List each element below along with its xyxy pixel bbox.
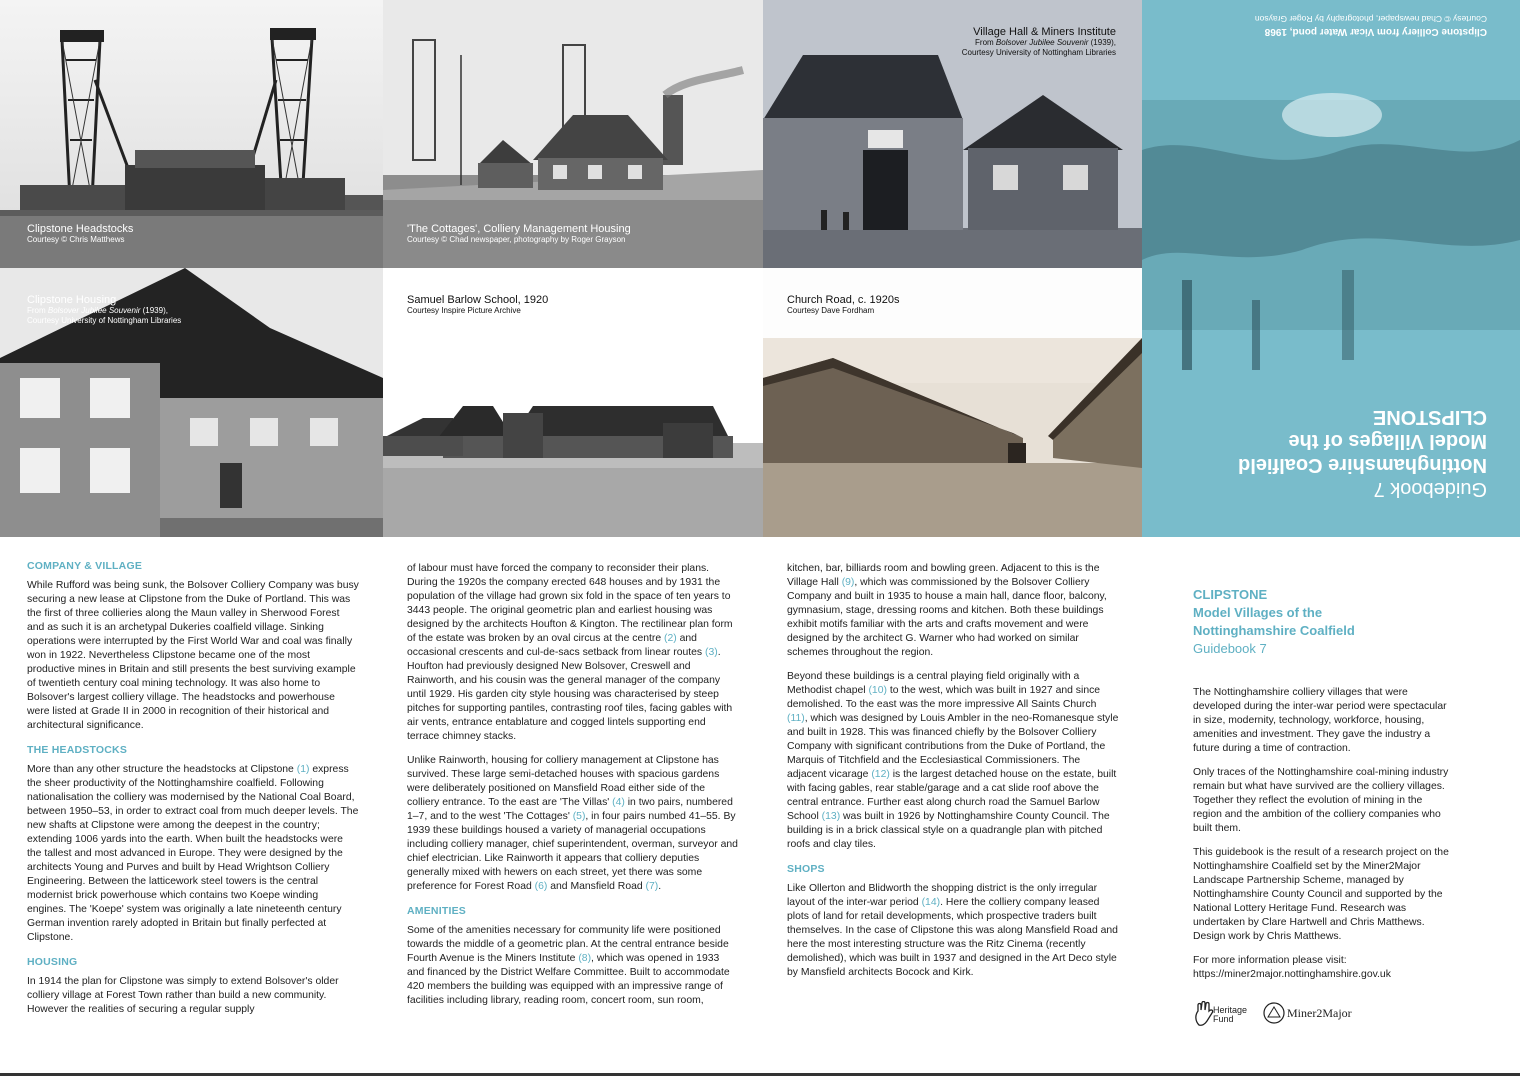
para-intro-1: The Nottinghamshire colliery villages that were developed during the inter-war period were spectacular in size, modernity, technology, workforce, housing, amenities and investment. They gave the industry a future during a time of contraction.	[1193, 687, 1447, 754]
photo-housing-title: Clipstone Housing	[27, 294, 117, 306]
para-headstocks: More than any other structure the headstocks at Clipstone (1) express the sheer productivity of the Nottinghamshire coalfield. Following nationalisation the colliery was modernised by the National Coal Board, between 1950–53, in order to extract coal from much deeper levels. The new shafts at Clipstone were among the deepest in the country; extending 1006 yards into the earth. When built the headstocks were the tallest and most advanced in Europe. They were designed by the architects Young and Purves and built by Head Wrightson Colliery Engineering. Between the latticework steel towers is the central modernist brick powerhouse which contains two Koepe winding engines. The 'Koepe' system was originally a late nineteenth century German invention rarely adopted in Britain but finally perfected at Clipstone.	[27, 764, 359, 943]
photo-housing	[0, 268, 383, 537]
para-housing: In 1914 the plan for Clipstone was simply to extend Bolsover's older colliery village at Forest Town rather than build a new community. However the realities of securing a regular supply	[27, 976, 339, 1015]
heritage-fund-hand-icon	[1193, 1001, 1215, 1027]
heading-headstocks: THE HEADSTOCKS	[27, 744, 128, 756]
photo-village-hall	[763, 0, 1142, 268]
column-4	[1193, 686, 1449, 982]
photo-church-road-title: Church Road, c. 1920s	[787, 294, 900, 306]
photo-school-credit: Courtesy Inspire Picture Archive	[407, 306, 521, 315]
website-link[interactable]: https://miner2major.nottinghamshire.gov.uk	[1193, 969, 1391, 980]
photo-cottages-title: 'The Cottages', Colliery Management Housing	[407, 223, 631, 235]
heading-housing: HOUSING	[27, 956, 78, 968]
miner2major-emblem-icon	[1263, 1002, 1285, 1024]
photo-church-road	[763, 268, 1142, 537]
heading-shops: SHOPS	[787, 863, 825, 875]
para-intro-2: Only traces of the Nottinghamshire coal-mining industry remain but what have survived are the colliery villages. Together they reflect the evolution of mining in the region and the ambition of the colliery companies who built them.	[1193, 767, 1449, 834]
cover-subtitle-1: Model Villages of the	[1288, 430, 1487, 452]
para-shops: Like Ollerton and Blidworth the shopping district is the only irregular layout of the inter-war period (14). Here the colliery company leased plots of land for retail developments, which prospective traders built themselves. In the case of Clipstone this was along Mansfield Road and here the most interesting structure was the Ritz Cinema (recently demolished), which was built in 1937 and designed in the Art Deco style by Mansfield architects Bocock and Kirk.	[787, 883, 1118, 978]
column-2	[407, 562, 739, 1018]
photo-housing-credit: From Bolsover Jubilee Souvenir (1939),	[27, 306, 168, 315]
para-playing-field: Beyond these buildings is a central playing field originally with a Methodist chapel (10) to the west, which was built in 1927 and since demolished. To the east was the more impressive All Saints Church (11), which was designed by Louis Ambler in the neo-Romanesque style and built in 1928. This was financed chiefly by the Bolsover Colliery Company with significant contributions from the Duke of Portland, the Marquis of Titchfield and the Ecclesiastical Commissioners. The adjacent vicarage (12) is the largest detached house on the estate, built with facing gables, rear stable/garage and a cat slide roof above the central entrance. Further east along church road the Samuel Barlow School (13) was built in 1926 by Nottinghamshire County Council. The building is in a brick classical style on a quadrangle plan with pitched roofs and clay tiles.	[787, 671, 1119, 850]
back-title: CLIPSTONE	[1193, 587, 1268, 602]
photo-church-road-credit: Courtesy Dave Fordham	[787, 306, 875, 315]
cover-caption-credit: Courtesy © Chad newspaper, photography by Roger Grayson	[1254, 14, 1487, 24]
cover-subtitle-2: Nottinghamshire Coalfield	[1238, 454, 1487, 476]
photo-school	[383, 268, 763, 537]
para-intro-3: This guidebook is the result of a research project on the Nottinghamshire Coalfield set by the Miner2Major Landscape Partnership Scheme, managed by Nottinghamshire County Council and supported by the National Lottery Heritage Fund. Research was undertaken by Clare Hartwell and Chris Matthews. Design work by Chris Matthews.	[1193, 847, 1449, 942]
heading-company-village: COMPANY & VILLAGE	[27, 560, 143, 572]
para-amenities: Some of the amenities necessary for community life were positioned towards the middle of a geometric plan. At the central entrance beside Fourth Avenue is the Miners Institute (8), which was opened in 1933 and financed by the District Welfare Committee. Built to accommodate 420 members the building was equipped with an impressive range of facilities including library, reading room, concert room, sun room,	[407, 925, 730, 1006]
para-company-village: While Rufford was being sunk, the Bolsover Colliery Company was busy securing a new lease at Clipstone from the Duke of Portland. This was the first of three collieries along the Maun valley in Sherwood Forest and as such it is an archetypal Dukeries coalfield village. Sinking operations were interrupted by the First World War and coal was finally won in 1922. Nevertheless Clipstone became one of the most productive mines in Britain and still presents the best surviving example of twentieth century coal mining technology. It was also home to Bolsover's largest colliery village. The headstocks and powerhouse were listed at Grade II in 2000 in recognition of their historical and architectural significance.	[27, 580, 359, 731]
photo-headstocks-credit: Courtesy © Chris Matthews	[27, 235, 125, 244]
photo-cottages	[383, 0, 763, 268]
photo-village-hall-credit: From Bolsover Jubilee Souvenir (1939),	[975, 38, 1116, 47]
photo-cottages-credit: Courtesy © Chad newspaper, photography by Roger Grayson	[407, 235, 626, 244]
back-subtitle-1: Model Villages of the	[1193, 605, 1323, 620]
back-title-block	[1193, 586, 1433, 658]
cover-caption-title: Clipstone Colliery from Vicar Water pond, 1968	[1264, 26, 1487, 37]
cover-panel	[1142, 0, 1520, 537]
photo-housing-credit2: Courtesy University of Nottingham Libraries	[27, 316, 182, 325]
heading-amenities: AMENITIES	[407, 905, 466, 917]
logo-heritage-fund: Heritage Fund	[1193, 1001, 1253, 1029]
para-village-hall: kitchen, bar, billiards room and bowling green. Adjacent to this is the Village Hall (9), which was commissioned by the Bolsover Colliery Company and built in 1935 to house a main hall, dance floor, balcony, gymnasium, stage, dressing rooms and kitchen. Both these buildings exhibit motifs familiar with the arts and crafts movement and were designed by the architect G. Warner who had worked on similar schemes throughout the region.	[787, 563, 1107, 658]
para-more-info: For more information please visit: https://miner2major.nottinghamshire.gov.uk	[1193, 955, 1391, 980]
cover-guidebook: Guidebook 7	[1373, 478, 1487, 500]
photo-headstocks-title: Clipstone Headstocks	[27, 223, 134, 235]
para-housing-cont: of labour must have forced the company to reconsider their plans. During the 1920s the company erected 648 houses and by 1931 the population of the village had grown six fold in the space of ten years to 3443 people. The original geometric plan and earliest housing was designed by the architects Houfton & Kington. The rectilinear plan form of the estate was broken by an oval circus at the centre (2) and occasional crescents and cul-de-sacs setback from linear routes (3). Houfton had previously designed New Bolsover, Creswell and Rainworth, and his cousin was the general manager of the company until 1929. His garden city style housing was characterised by steep pitches for supporting pantiles, contrasting roof tiles, facing gables with air vents, entrance entablature and cogged lintels supporting end terrace chimney stacks.	[407, 563, 733, 742]
photo-village-hall-credit2: Courtesy University of Nottingham Libraries	[961, 48, 1116, 57]
column-3	[787, 562, 1119, 990]
para-management-housing: Unlike Rainworth, housing for colliery management at Clipstone has survived. These large semi-detached houses with spacious gardens were deliberately positioned on Mansfield Road either side of the colliery entrance. To the east are 'The Villas' (4) in two pairs, numbered 1–7, and to the west 'The Cottages' (5), in four pairs numbed 41–55. By 1939 these buildings housed a variety of managerial occupations including colliery manager, chief superintendent, overman, surveyor and chief electrician. Like Rainworth it appears that colliery deputies generally mixed with hewers on each street, yet there was some preference for Forest Road (6) and Mansfield Road (7).	[407, 755, 738, 892]
photo-school-title: Samuel Barlow School, 1920	[407, 294, 549, 306]
column-1	[27, 559, 359, 1027]
photo-village-hall-title: Village Hall & Miners Institute	[973, 26, 1116, 38]
cover-title: CLIPSTONE	[1372, 406, 1487, 428]
back-subtitle-2: Nottinghamshire Coalfield	[1193, 623, 1355, 638]
back-guidebook: Guidebook 7	[1193, 641, 1267, 656]
photo-headstocks	[0, 0, 383, 268]
